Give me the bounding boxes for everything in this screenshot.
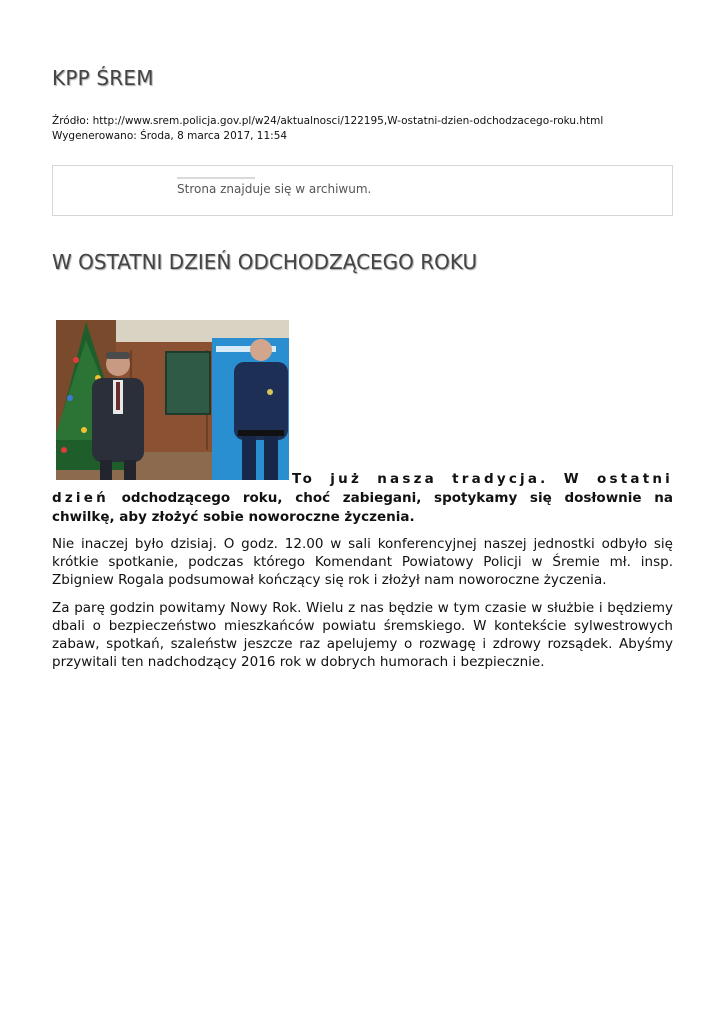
article-paragraph: Nie inaczej było dzisiaj. O godz. 12.00 w sali konferencyjnej naszej jednostki odbyło się krótkie spotkanie, podczas którego Komendant Powiatowy Policji w Śremie mł. insp. Zbigniew Rogala podsumował kończący się rok i złożył nam noworoczne życzenia.: [52, 536, 673, 588]
site-title: KPP ŚREM: [52, 66, 154, 90]
generated-line: Wygenerowano: Środa, 8 marca 2017, 11:54: [52, 130, 288, 142]
article-photo: [56, 320, 289, 480]
source-line[interactable]: Źródło: http://www.srem.policja.gov.pl/w24/aktualnosci/122195,W-ostatni-dzien-odchodzacego-roku.html: [52, 115, 604, 127]
document-meta: [52, 114, 603, 144]
archive-notice-text: Strona znajduje się w archiwum.: [177, 182, 372, 196]
article-lead: [52, 470, 673, 527]
lead-first-line: To już nasza tradycja. W ostatni dzień: [52, 471, 673, 506]
lead-rest: odchodzącego roku, choć zabiegani, spotykamy się dosłownie na chwilkę, aby złożyć sobie noworoczne życzenia.: [52, 490, 673, 525]
archive-notice-rule: [177, 177, 255, 179]
archive-notice-box: [52, 165, 673, 216]
article-paragraph: Za parę godzin powitamy Nowy Rok. Wielu z nas będzie w tym czasie w służbie i będziemy dbali o bezpieczeństwo mieszkańców powiatu śremskiego. W kontekście sylwestrowych zabaw, spotkań, szaleństw jeszcze raz apelujemy o rozwagę i zdrowy rozsądek. Abyśmy przywitali ten nadchodzący 2016 rok w dobrych humorach i bezpiecznie.: [52, 600, 673, 670]
article-title: W OSTATNI DZIEŃ ODCHODZĄCEGO ROKU: [52, 250, 478, 274]
